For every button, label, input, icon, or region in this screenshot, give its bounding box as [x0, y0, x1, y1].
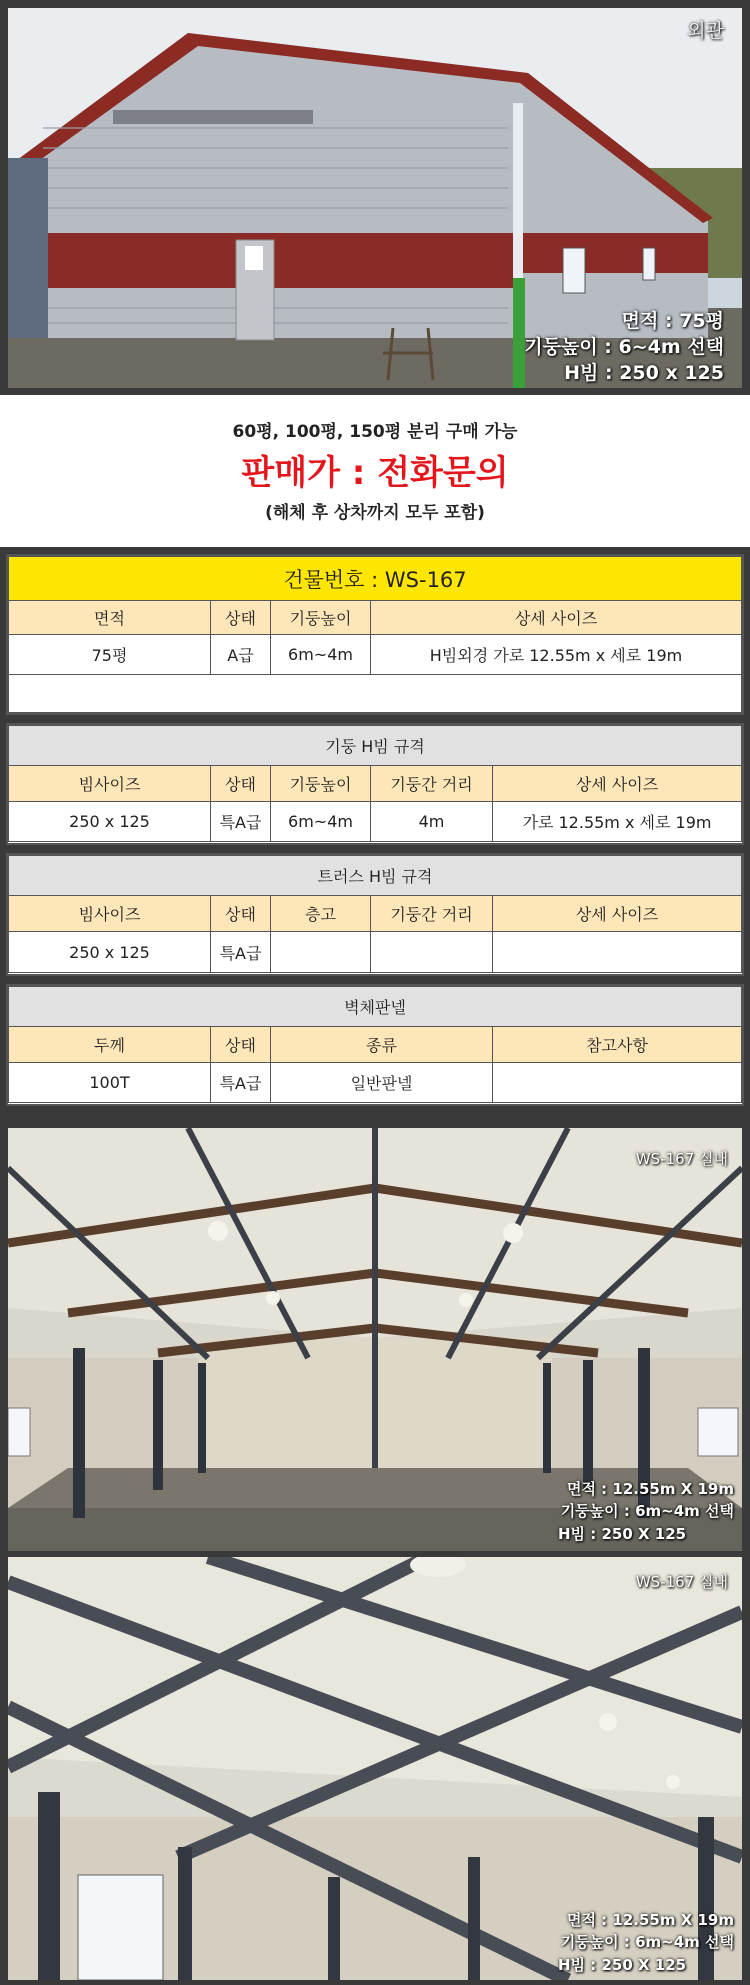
cell-pillar-spacing: 4m — [371, 802, 493, 842]
header-pillar-spacing: 기둥간 거리 — [371, 896, 493, 932]
cell-floor-height — [271, 932, 371, 973]
cell-pillar-spacing — [371, 932, 493, 973]
overlay-pillar-height: 기둥높이 : 6m~4m 선택 — [560, 1502, 734, 1520]
header-pillar-spacing: 기둥간 거리 — [371, 766, 493, 802]
interior-photo-1 — [8, 1128, 742, 1551]
cell-beam-size: 250 x 125 — [9, 932, 211, 973]
truss-hbeam-spec-table — [6, 853, 744, 976]
overlay-area: 면적 : 12.55m X 19m — [566, 1911, 734, 1929]
header-detail-size: 상세 사이즈 — [493, 896, 742, 932]
cell-detail-size: H빔외경 가로 12.55m x 세로 19m — [371, 635, 742, 675]
header-beam-size: 빔사이즈 — [9, 896, 211, 932]
overlay-hbeam: H빔 : 250 X 125 — [558, 1525, 687, 1543]
header-area: 면적 — [9, 601, 211, 635]
header-status: 상태 — [211, 601, 271, 635]
cell-detail-size — [493, 932, 742, 973]
photo-corner-label: 외관 — [687, 20, 724, 42]
header-floor-height: 층고 — [271, 896, 371, 932]
included-note: (해체 후 상차까지 모두 포함) — [265, 503, 485, 523]
header-status: 상태 — [211, 1027, 271, 1063]
overlay-pillar-height: 기둥높이 : 6~4m 선택 — [524, 336, 724, 358]
cell-pillar-height: 6m~4m — [271, 802, 371, 842]
wall-panel-spec-table — [6, 984, 744, 1106]
empty-row — [9, 675, 742, 713]
header-status: 상태 — [211, 896, 271, 932]
split-purchase-note: 60평, 100평, 150평 분리 구매 가능 — [232, 422, 518, 442]
cell-pillar-height: 6m~4m — [271, 635, 371, 675]
sale-info — [0, 395, 750, 547]
exterior-photo — [8, 8, 742, 388]
wall-panel-title: 벽체판넬 — [9, 987, 742, 1027]
pillar-spec-title: 기둥 H빔 규격 — [9, 726, 742, 766]
overlay-pillar-height: 기둥높이 : 6m~4m 선택 — [560, 1933, 734, 1951]
header-type: 종류 — [271, 1027, 493, 1063]
photo-corner-label: WS-167 실내 — [635, 1150, 728, 1168]
photo-corner-label: WS-167 실내 — [635, 1573, 728, 1591]
cell-status: A급 — [211, 635, 271, 675]
overlay-area: 면적 : 12.55m X 19m — [566, 1480, 734, 1498]
cell-status: 특A급 — [211, 1063, 271, 1103]
price-heading: 판매가 : 전화문의 — [241, 453, 509, 493]
cell-area: 75평 — [9, 635, 211, 675]
cell-type: 일반판넬 — [271, 1063, 493, 1103]
truss-spec-title: 트러스 H빔 규격 — [9, 856, 742, 896]
header-status: 상태 — [211, 766, 271, 802]
interior-photo-2 — [8, 1557, 742, 1980]
header-thickness: 두께 — [9, 1027, 211, 1063]
overlay-hbeam: H빔 : 250 X 125 — [558, 1956, 687, 1974]
cell-status: 특A급 — [211, 932, 271, 973]
cell-thickness: 100T — [9, 1063, 211, 1103]
pillar-hbeam-spec-table — [6, 723, 744, 845]
header-detail-size: 상세 사이즈 — [371, 601, 742, 635]
building-number: 건물번호 : WS-167 — [9, 557, 742, 601]
cell-status: 특A급 — [211, 802, 271, 842]
header-pillar-height: 기둥높이 — [271, 766, 371, 802]
header-pillar-height: 기둥높이 — [271, 601, 371, 635]
header-beam-size: 빔사이즈 — [9, 766, 211, 802]
header-notes: 참고사항 — [493, 1027, 742, 1063]
cell-notes — [493, 1063, 742, 1103]
cell-beam-size: 250 x 125 — [9, 802, 211, 842]
cell-detail-size: 가로 12.55m x 세로 19m — [493, 802, 742, 842]
building-spec-table — [6, 554, 744, 715]
overlay-hbeam: H빔 : 250 x 125 — [564, 362, 724, 384]
header-detail-size: 상세 사이즈 — [493, 766, 742, 802]
overlay-area: 면적 : 75평 — [621, 310, 724, 332]
